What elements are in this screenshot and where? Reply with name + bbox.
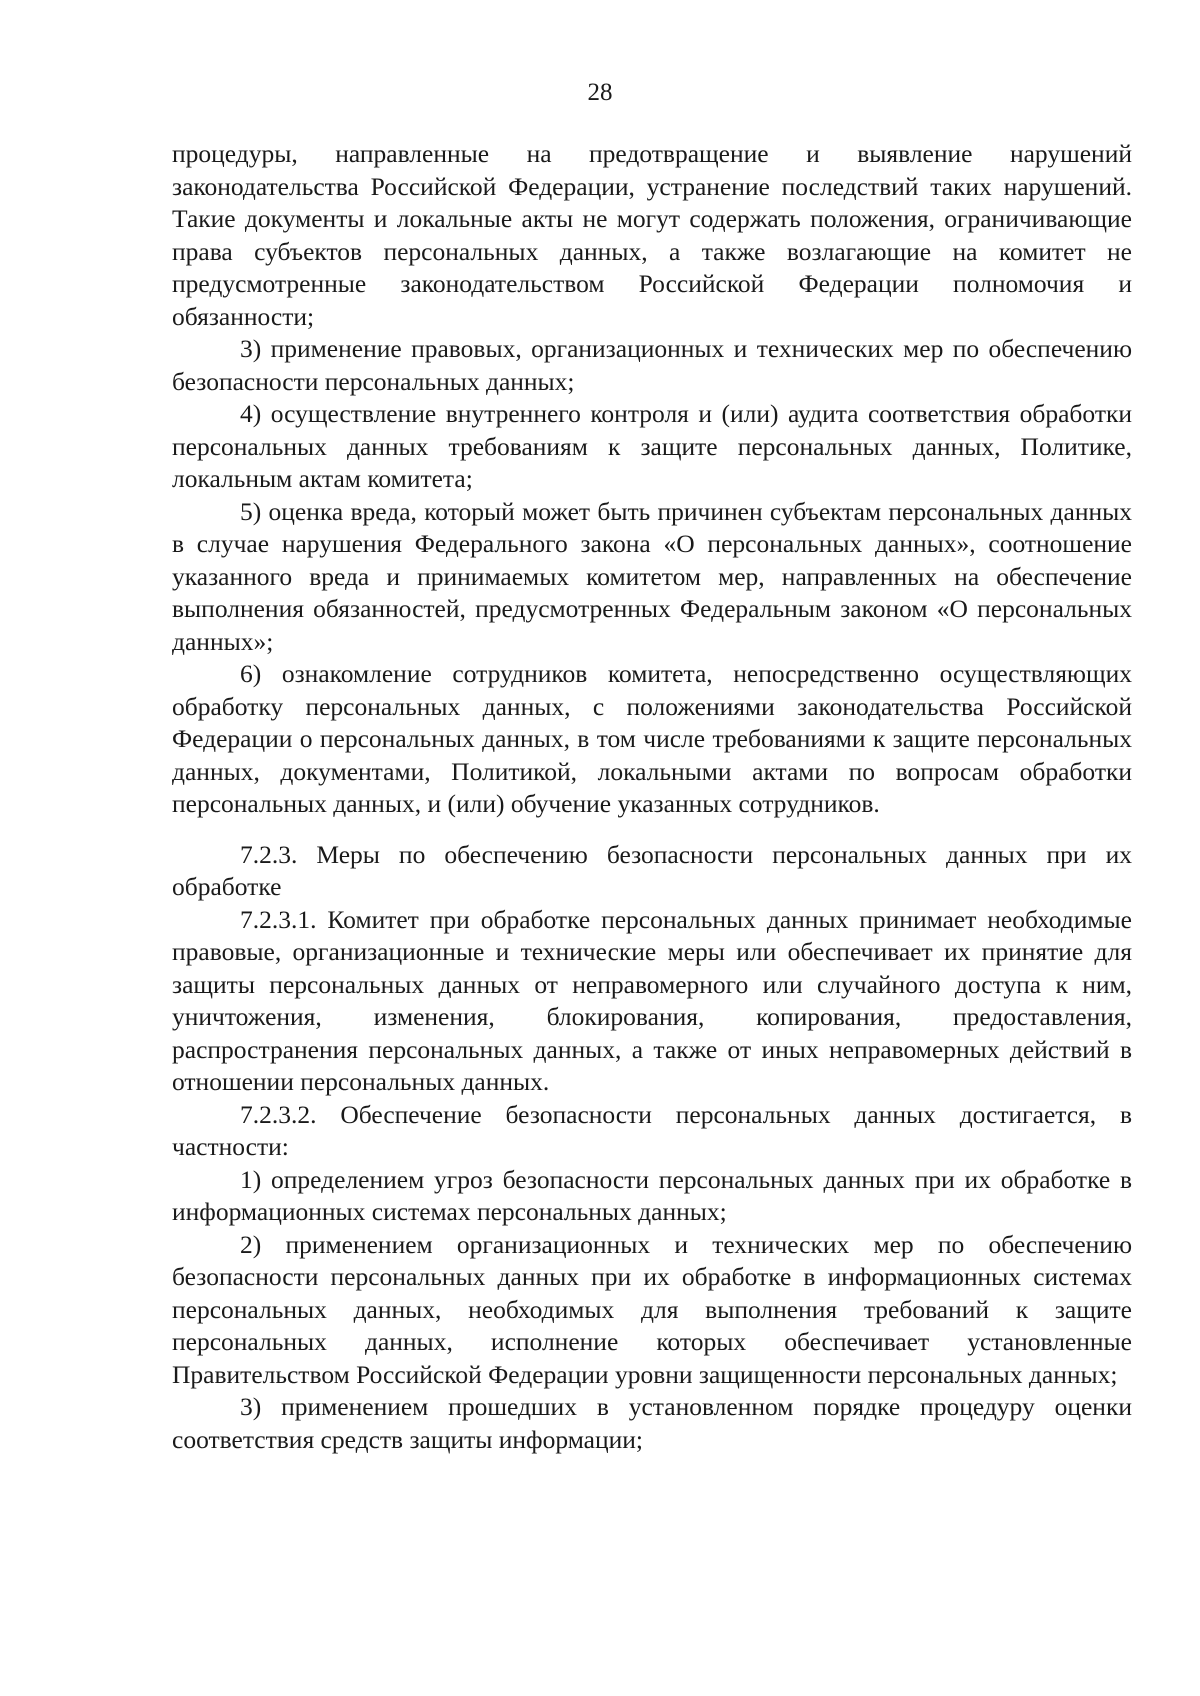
section-heading-7-2-3: 7.2.3. Меры по обеспечению безопасности персональных данных при их обработке <box>172 839 1132 901</box>
sub-item-1: 1) определением угроз безопасности персональных данных при их обработке в информационных системах персональных данных; <box>172 1164 1132 1226</box>
page-number: 28 <box>587 79 613 106</box>
list-item-5: 5) оценка вреда, который может быть причинен субъектам персональных данных в случае нарушения Федерального закона «О персональных данных», соотношение указанного вреда и принимаемых комитетом мер, направленных на обеспечение выполнения обязанностей, предусмотренных Федеральным законом «О персональных данных»; <box>172 496 1132 656</box>
list-item-6: 6) ознакомление сотрудников комитета, непосредственно осуществляющих обработку персональных данных, с положениями законодательства Российской Федерации о персональных данных, в том числе требованиями к защите персональных данных, документами, Политикой, локальными актами по вопросам обработки персональных данных, и (или) обучение указанных сотрудников. <box>172 659 1132 818</box>
paragraph-continuation: процедуры, направленные на предотвращение и выявление нарушений законодательства Российской Федерации, устранение последствий таких нарушений. Такие документы и локальные акты не могут содержать положения, ограничивающие права субъектов персональных данных, а также возлагающие на комитет не предусмотренные законодательством Российской Федерации полномочия и обязанности; <box>172 139 1132 331</box>
list-item-3: 3) применение правовых, организационных и технических мер по обеспечению безопасности персональных данных; <box>172 334 1132 396</box>
document-body <box>172 138 1132 1456</box>
clause-7-2-3-2: 7.2.3.2. Обеспечение безопасности персональных данных достигается, в частности: <box>172 1099 1132 1161</box>
sub-item-3: 3) применением прошедших в установленном порядке процедуру оценки соответствия средств защиты информации; <box>172 1392 1132 1454</box>
sub-item-2: 2) применением организационных и технических мер по обеспечению безопасности персональных данных при их обработке в информационных системах персональных данных, необходимых для выполнения требований к защите персональных данных, исполнение которых обеспечивает установленные Правительством Российской Федерации уровни защищенности персональных данных; <box>172 1229 1132 1389</box>
list-item-4: 4) осуществление внутреннего контроля и (или) аудита соответствия обработки персональных данных требованиям к защите персональных данных, Политике, локальным актам комитета; <box>172 399 1132 493</box>
clause-7-2-3-1: 7.2.3.1. Комитет при обработке персональных данных принимает необходимые правовые, организационные и технические меры или обеспечивает их принятие для защиты персональных данных от неправомерного или случайного доступа к ним, уничтожения, изменения, блокирования, копирования, предоставления, распространения персональных данных, а также от иных неправомерных действий в отношении персональных данных. <box>172 904 1132 1096</box>
